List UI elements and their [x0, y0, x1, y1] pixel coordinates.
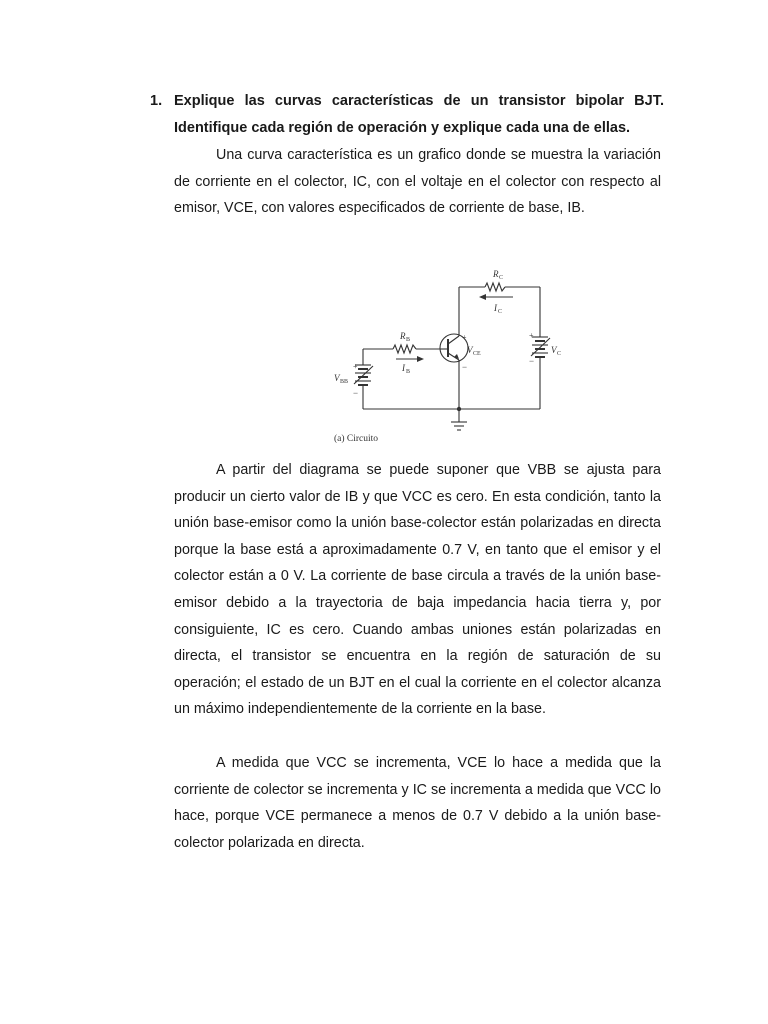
label-ib-sub: B	[406, 369, 411, 375]
label-vc-minus: −	[529, 356, 535, 366]
label-vbb: V	[334, 373, 340, 383]
figure-caption: (a) Circuito	[334, 434, 379, 444]
paragraph-definition: Una curva característica es un grafico donde se muestra la variación de corriente en el colector, IC, con el voltaje en el colector con respecto al emisor, VCE, con valores especificados de corriente de base, IB.	[174, 147, 661, 217]
paragraph-vcc-increase: A medida que VCC se incrementa, VCE lo hace a medida que la corriente de colector se incrementa y IC se incrementa a medida que VCC lo hace, porque VCE permanece a menos de 0.7 V debido a la unión base-colector polarizada en directa.	[174, 755, 661, 851]
circuit-diagram	[330, 262, 560, 452]
label-vce-plus: +	[462, 333, 467, 342]
label-vce-sub: CE	[473, 351, 481, 357]
label-ic: I	[494, 303, 497, 313]
label-vce-minus: −	[462, 362, 468, 372]
paragraph-saturation: A partir del diagrama se puede suponer que VBB se ajusta para producir un cierto valor de IB y que VCC es cero. En esta condición, tanto la unión base-emisor como la unión base-colector están polarizadas en directa porque la base está a aproximadamente 0.7 V, en tanto que el emisor y el colector están a 0 V. La corriente de base circula a través de la unión base-emisor debido a la trayectoria de baja impedancia hacia tierra y, por consiguiente, IC es cero. Cuando ambas uniones están polarizadas en directa, el transistor se encuentra en la región de saturación de su operación; el estado de un BJT en el cual la corriente en el colector alcanza un máximo independientemente de la corriente en la base.	[174, 462, 661, 718]
label-rc: R	[493, 269, 499, 279]
label-vc-sub: C	[557, 351, 562, 357]
question-title-line-1: Explique las curvas características de un transistor bipolar BJT.	[174, 93, 664, 109]
label-vbb-sub: BB	[340, 379, 349, 385]
label-rc-sub: C	[499, 275, 504, 281]
question-number: 1.	[150, 93, 163, 109]
question-title-line-2: Identifique cada región de operación y explique cada una de ellas.	[174, 120, 631, 136]
label-vc: V	[551, 345, 557, 355]
circuit-figure	[330, 262, 560, 452]
label-vce: V	[467, 345, 473, 355]
label-ic-sub: C	[498, 309, 503, 315]
label-vbb-minus: −	[353, 388, 359, 398]
label-vbb-plus: +	[353, 362, 358, 371]
question-title	[174, 88, 664, 142]
label-rb-sub: B	[406, 337, 411, 343]
label-vc-plus: +	[529, 331, 534, 340]
label-rb: R	[400, 331, 406, 341]
label-ib: I	[402, 363, 405, 373]
